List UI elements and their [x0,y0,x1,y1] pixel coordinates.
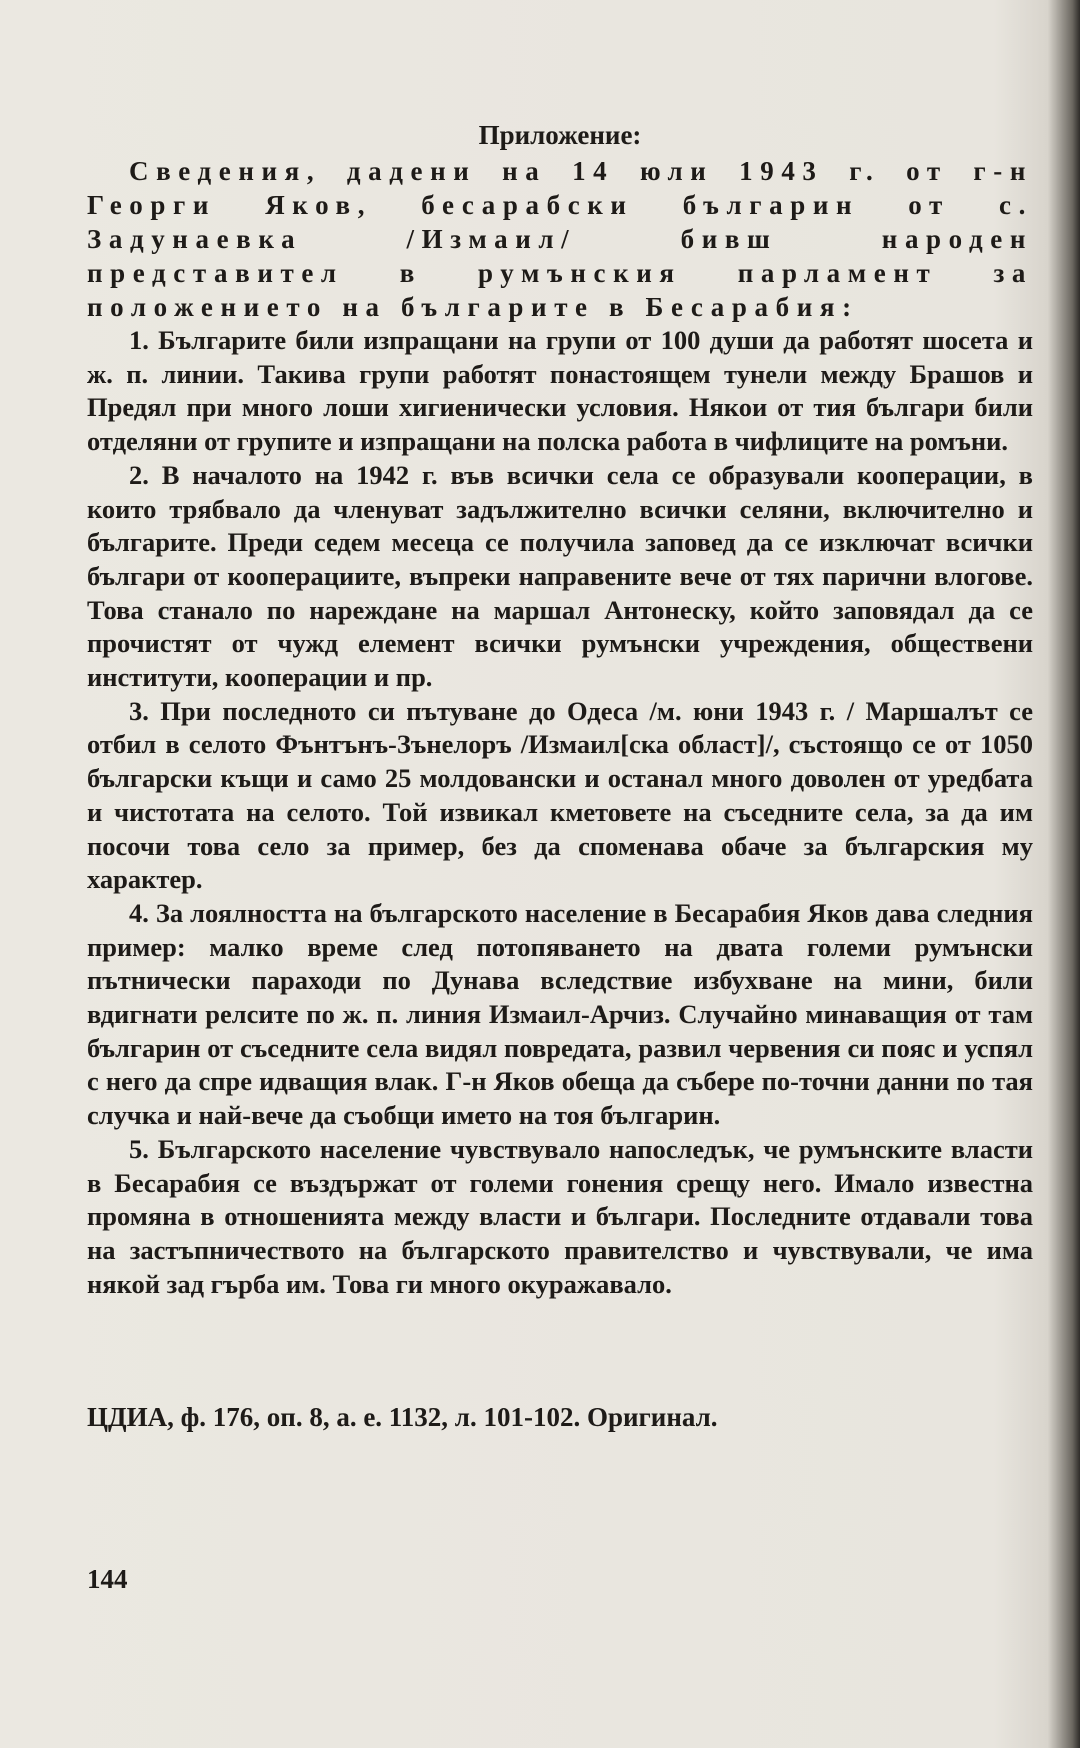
list-item-1: 1. Българите били изпращани на групи от 100 души да работят шосета и ж. п. линии. Такива групи работят понастоящем тунели между Брашов и Предял при много лоши хигиенически условия. Някои от тия българи били отделяни от групите и изпращани на полска работа в чифлиците на ромъни. [87,325,1033,457]
list-item-4: 4. За лоялността на българското население в Бесарабия Яков дава следния пример: малко време след потопяването на двата големи румънски пътнически параходи по Дунава вследствие избухване на мини, били вдигнати релсите по ж. п. линия Измаил-Арчиз. Случайно минаващия от там българин от съседните села видял повредата, развил червения си пояс и успял с него да спре идващия влак. Г-н Яков обеща да събере по-точни данни по тая случка и най-вече да съобщи името на тоя българин. [87,897,1033,1131]
list-item-5: 5. Българското население чувствувало напоследък, че румънските власти в Бесарабия се въздържат от големи гонения срещу него. Имало известна промяна в отношенията между власти и българи. Последните отдавали това на застъпничеството на българското правителство и чувствували, че има някой зад гърба им. Това ги много окуражавало. [87,1133,1033,1299]
list-item-3: 3. При последното си пътуване до Одеса /м. юни 1943 г. / Маршалът се отбил в селото Фънтънъ-Зънелоръ /Измаил[ска област]/, състоящо се от 1050 български къщи и само 25 молдовански и останал много доволен от уредбата и чистотата на селото. Той извикал кметовете на съседните села, за да им посочи това село за пример, без да споменава обаче за българския му характер. [87,695,1033,895]
document-heading: Приложение: [478,120,642,150]
intro-paragraph: Сведения, дадени на 14 юли 1943 г. от г-н Георги Яков, бесарабски българин от с. Задунаевка /Измаил/ бивш народен представител в румънския парламент за положението на българите в Бесарабия: [87,156,1033,322]
page-number: 144 [87,1564,128,1594]
archive-source-reference: ЦДИА, ф. 176, оп. 8, а. е. 1132, л. 101-102. Оригинал. [87,1402,718,1432]
document-body [87,118,1033,1301]
list-item-2: 2. В началото на 1942 г. във всички села се образували кооперации, в които трябвало да членуват задължително всички селяни, включително и българите. Преди седем месеца се получила заповед да се изключат всички българи от кооперациите, въпреки направените вече от тях парични влогове. Това станало по нареждане на маршал Антонеску, който заповядал да се прочистят от чужд елемент всички румънски учреждения, обществени институти, кооперации и пр. [87,459,1033,693]
